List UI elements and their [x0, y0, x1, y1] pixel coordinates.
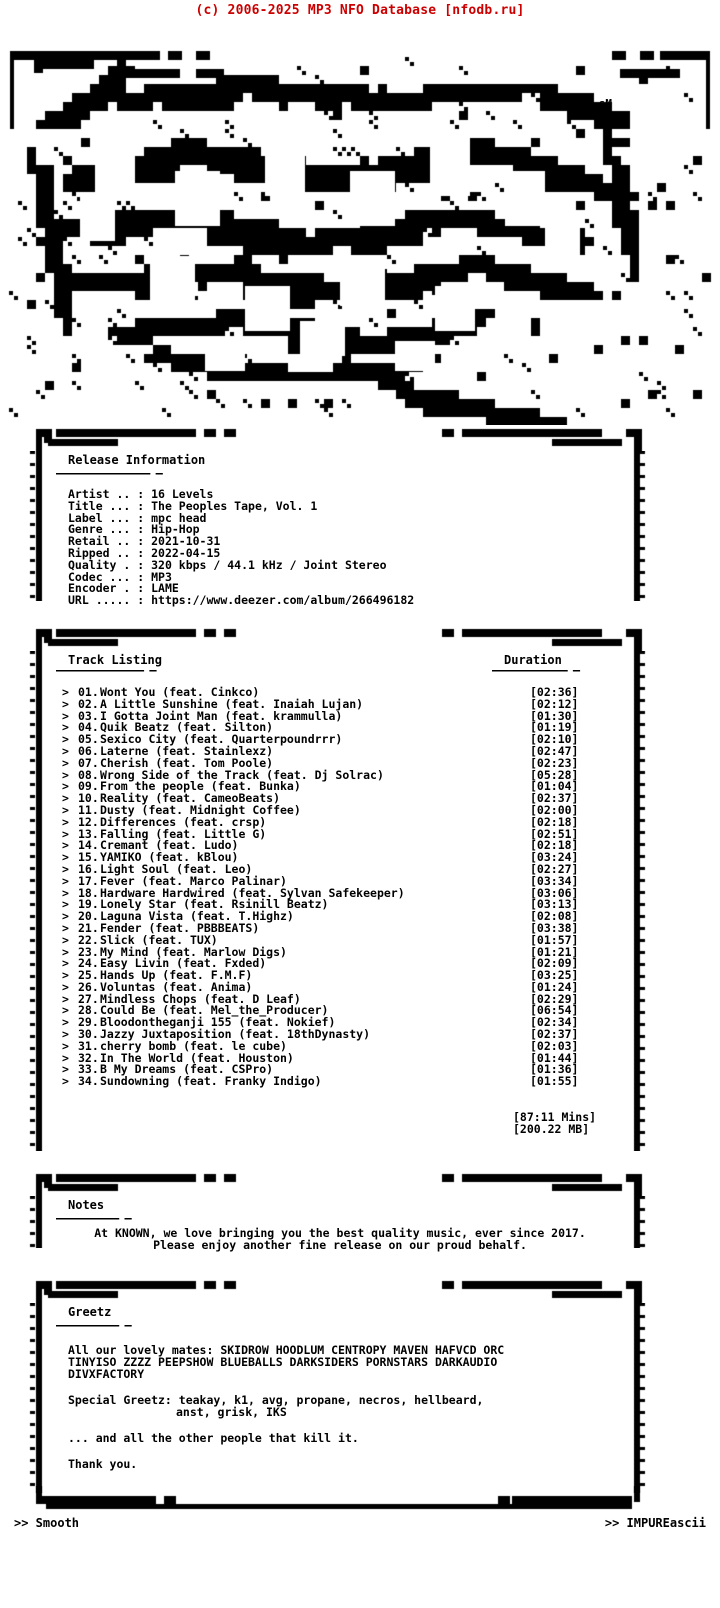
- track-marker: >: [62, 684, 69, 699]
- track-number: 07.: [78, 755, 99, 770]
- track-row: [56, 1076, 662, 1088]
- track-marker: >: [62, 920, 69, 935]
- release-field-value: 2021-10-31: [151, 534, 221, 549]
- track-marker: >: [62, 968, 69, 983]
- track-title: Fever (feat. Marco Palinar): [100, 873, 287, 888]
- track-title: A Little Sunshine (feat. Inaiah Lujan): [100, 696, 364, 711]
- notes-title: Notes: [68, 1198, 105, 1213]
- track-duration: [03:06]: [530, 885, 579, 900]
- track-title: Cremant (feat. Ludo): [100, 838, 239, 853]
- release-field-value: LAME: [151, 581, 179, 596]
- track-listing-section: [0, 607, 720, 1146]
- track-number: 19.: [78, 897, 99, 912]
- track-number: 06.: [78, 743, 99, 758]
- track-marker: >: [62, 873, 69, 888]
- track-title: Easy Livin (feat. Fxded): [100, 956, 267, 971]
- track-title: Slick (feat. TUX): [100, 932, 218, 947]
- logo-signature: sM: [598, 97, 612, 110]
- greetz-title: Greetz: [68, 1305, 112, 1320]
- release-info-frame: [18, 425, 662, 607]
- track-duration: [02:03]: [530, 1038, 579, 1053]
- track-duration: [01:24]: [530, 979, 579, 994]
- track-duration: [02:37]: [530, 791, 579, 806]
- track-duration: [03:34]: [530, 873, 579, 888]
- track-listing-title: Track Listing: [68, 652, 162, 667]
- track-duration: [01:57]: [530, 932, 579, 947]
- track-duration: [02:27]: [530, 861, 579, 876]
- track-duration: [05:28]: [530, 767, 579, 782]
- track-marker: >: [62, 779, 69, 794]
- track-title: In The World (feat. Houston): [100, 1050, 294, 1065]
- track-marker: >: [62, 732, 69, 747]
- track-list: [56, 684, 662, 1089]
- track-title: My Mind (feat. Marlow Digs): [100, 944, 287, 959]
- logo-canvas: [0, 21, 720, 425]
- track-listing-frame: [18, 625, 662, 1146]
- release-field-value: 16 Levels: [151, 487, 214, 501]
- track-number: 25.: [78, 968, 99, 983]
- track-title: Quik Beatz (feat. Silton): [100, 720, 274, 735]
- track-duration: [02:37]: [530, 1027, 579, 1042]
- track-title: Hands Up (feat. F.M.F): [100, 968, 253, 983]
- track-number: 34.: [78, 1074, 99, 1089]
- track-number: 21.: [78, 920, 99, 935]
- notes-rule: —————————— —: [56, 1211, 131, 1226]
- release-field-label: URL ..... :: [68, 593, 152, 608]
- track-number: 27.: [78, 991, 99, 1006]
- track-marker: >: [62, 991, 69, 1006]
- track-duration: [03:38]: [530, 920, 579, 935]
- track-duration: [02:34]: [530, 1015, 579, 1030]
- track-marker: >: [62, 909, 69, 924]
- greetz-mates-line-2: TINYISO ZZZZ PEEPSHOW BLUEBALLS DARKSIDERS PORNSTARS DARKAUDIO: [68, 1355, 498, 1370]
- track-number: 10.: [78, 791, 99, 806]
- track-title: Light Soul (feat. Leo): [100, 861, 253, 876]
- track-marker: >: [62, 885, 69, 900]
- track-title: B My Dreams (feat. CSPro): [100, 1062, 274, 1077]
- track-duration: [03:24]: [530, 850, 579, 865]
- track-marker: >: [62, 802, 69, 817]
- section-frame-top: [18, 625, 662, 651]
- track-marker: >: [62, 720, 69, 735]
- track-title: Sundowning (feat. Franky Indigo): [100, 1074, 322, 1089]
- footer-bar: [0, 1510, 720, 1540]
- track-number: 20.: [78, 909, 99, 924]
- footer-right-credit: >> IMPUREascii: [604, 1516, 706, 1531]
- track-title: Lonely Star (feat. Rsinill Beatz): [100, 897, 329, 912]
- release-field-value: The Peoples Tape, Vol. 1: [151, 498, 318, 513]
- track-marker: >: [62, 1003, 69, 1018]
- track-duration: [03:13]: [530, 897, 579, 912]
- track-number: 24.: [78, 956, 99, 971]
- track-number: 26.: [78, 979, 99, 994]
- track-number: 12.: [78, 814, 99, 829]
- greetz-section: [0, 1251, 720, 1510]
- track-title: Fender (feat. PBBBEATS): [100, 920, 260, 935]
- track-marker: >: [62, 861, 69, 876]
- track-duration: [02:18]: [530, 838, 579, 853]
- track-marker: >: [62, 979, 69, 994]
- section-frame-top: [18, 425, 662, 451]
- track-number: 23.: [78, 944, 99, 959]
- track-duration: [02:12]: [530, 696, 579, 711]
- duration-column-title: Duration: [504, 652, 562, 667]
- track-number: 13.: [78, 826, 99, 841]
- track-number: 02.: [78, 696, 99, 711]
- track-number: 28.: [78, 1003, 99, 1018]
- track-title: Jazzy Juxtaposition (feat. 18thDynasty): [100, 1027, 371, 1042]
- track-number: 15.: [78, 850, 99, 865]
- release-field-label: Retail .. :: [68, 534, 152, 549]
- track-number: 22.: [78, 932, 99, 947]
- track-duration: [02:36]: [530, 684, 579, 699]
- release-information-section: [0, 425, 720, 607]
- release-info-rule: ——————————————— —: [56, 466, 162, 480]
- track-marker: >: [62, 696, 69, 711]
- track-number: 33.: [78, 1062, 99, 1077]
- release-field-label: Title ... :: [68, 498, 152, 513]
- track-title: Laguna Vista (feat. T.Highz): [100, 909, 294, 924]
- track-title: Wont You (feat. Cinkco): [100, 684, 260, 699]
- track-duration: [01:21]: [530, 944, 579, 959]
- track-number: 01.: [78, 684, 99, 699]
- total-time-value: [87:11 Mins]: [513, 1110, 597, 1125]
- track-marker: >: [62, 850, 69, 865]
- greetz-frame: [18, 1277, 662, 1510]
- track-number: 04.: [78, 720, 99, 735]
- release-info-row: [68, 595, 662, 607]
- total-size-value: [200.22 MB]: [513, 1122, 590, 1137]
- track-marker: >: [62, 897, 69, 912]
- track-title: Mindless Chops (feat. D Leaf): [100, 991, 301, 1006]
- release-field-label: Genre ... :: [68, 522, 152, 537]
- track-duration: [02:08]: [530, 909, 579, 924]
- track-marker: >: [62, 708, 69, 723]
- track-marker: >: [62, 1062, 69, 1077]
- track-number: 17.: [78, 873, 99, 888]
- notes-line: At KNOWN, we love bringing you the best quality music, ever since 2017.: [94, 1226, 586, 1241]
- release-field-value[interactable]: https://www.deezer.com/album/266496182: [151, 593, 415, 608]
- track-marker: >: [62, 791, 69, 806]
- notes-frame: [18, 1170, 662, 1251]
- track-marker: >: [62, 838, 69, 853]
- track-marker: >: [62, 1038, 69, 1053]
- track-marker: >: [62, 1015, 69, 1030]
- track-duration: [02:10]: [530, 732, 579, 747]
- release-field-value: mpc head: [151, 510, 207, 525]
- track-marker: >: [62, 814, 69, 829]
- special-greetz-line-2: anst, grisk, IKS: [176, 1405, 287, 1420]
- release-field-value: MP3: [151, 569, 172, 584]
- greetz-closing: ... and all the other people that kill it.: [68, 1431, 359, 1446]
- track-title: Laterne (feat. Stainlexz): [100, 743, 274, 758]
- track-marker: >: [62, 1074, 69, 1089]
- track-number: 11.: [78, 802, 99, 817]
- track-duration: [02:29]: [530, 991, 579, 1006]
- release-field-label: Artist .. :: [68, 487, 152, 501]
- release-field-label: Codec ... :: [68, 569, 152, 584]
- track-duration: [06:54]: [530, 1003, 579, 1018]
- track-title: Sexico City (feat. Quarterpoundrrr): [100, 732, 343, 747]
- footer-left-credit: >> Smooth: [14, 1516, 80, 1531]
- track-listing-rule: —————————————— —: [56, 662, 156, 677]
- track-number: 08.: [78, 767, 99, 782]
- track-duration: [02:23]: [530, 755, 579, 770]
- notes-line: Please enjoy another fine release on our proud behalf.: [153, 1238, 527, 1253]
- track-duration: [01:44]: [530, 1050, 579, 1065]
- track-number: 05.: [78, 732, 99, 747]
- track-number: 09.: [78, 779, 99, 794]
- release-field-label: Ripped .. :: [68, 545, 152, 560]
- release-field-label: Encoder . :: [68, 581, 152, 596]
- special-greetz-line-1: Special Greetz: teakay, k1, avg, propane, necros, hellbeard,: [68, 1393, 484, 1408]
- track-marker: >: [62, 956, 69, 971]
- track-title: Bloodontheganji 155 (feat. Nokief): [100, 1015, 336, 1030]
- track-duration: [01:36]: [530, 1062, 579, 1077]
- track-title: YAMIKO (feat. kBlou): [100, 850, 239, 865]
- track-duration: [02:09]: [530, 956, 579, 971]
- track-number: 31.: [78, 1038, 99, 1053]
- duration-rule: ———————————— —: [492, 662, 580, 677]
- greetz-mates-line-1: All our lovely mates: SKIDROW HOODLUM CENTROPY MAVEN HAFVCD ORC: [68, 1343, 505, 1358]
- track-marker: >: [62, 944, 69, 959]
- track-number: 32.: [78, 1050, 99, 1065]
- notes-section: [0, 1146, 720, 1251]
- track-title: Reality (feat. CameoBeats): [100, 791, 281, 806]
- nfodb-copyright-header: (c) 2006-2025 MP3 NFO Database [nfodb.ru]: [195, 3, 525, 18]
- track-title: Wrong Side of the Track (feat. Dj Solrac): [100, 767, 384, 782]
- track-title: Voluntas (feat. Anima): [100, 979, 253, 994]
- track-duration: [01:19]: [530, 720, 579, 735]
- track-duration: [02:18]: [530, 814, 579, 829]
- track-duration: [02:00]: [530, 802, 579, 817]
- release-field-label: Label ... :: [68, 510, 152, 525]
- track-title: cherry bomb (feat. le cube): [100, 1038, 287, 1053]
- release-info-title: Release Information: [68, 453, 206, 467]
- track-marker: >: [62, 743, 69, 758]
- track-duration: [01:30]: [530, 708, 579, 723]
- track-marker: >: [62, 1027, 69, 1042]
- greetz-mates-line-3: DIVXFACTORY: [68, 1367, 145, 1382]
- nfo-footer: [0, 1510, 720, 1540]
- track-duration: [01:04]: [530, 779, 579, 794]
- track-title: Dusty (feat. Midnight Coffee): [100, 802, 301, 817]
- track-title: Falling (feat. Little G): [100, 826, 267, 841]
- release-field-value: 2022-04-15: [151, 545, 221, 560]
- track-number: 03.: [78, 708, 99, 723]
- track-number: 30.: [78, 1027, 99, 1042]
- track-marker: >: [62, 932, 69, 947]
- track-marker: >: [62, 826, 69, 841]
- track-title: Could Be (feat. Mel_the_Producer): [100, 1003, 329, 1018]
- track-number: 29.: [78, 1015, 99, 1030]
- total-size: [56, 1124, 662, 1136]
- track-marker: >: [62, 755, 69, 770]
- track-number: 14.: [78, 838, 99, 853]
- release-field-value: 320 kbps / 44.1 kHz / Joint Stereo: [151, 557, 387, 572]
- track-duration: [02:47]: [530, 743, 579, 758]
- section-frame-top: [18, 1277, 662, 1303]
- notes-lines: [18, 1223, 662, 1251]
- greetz-thanks: Thank you.: [68, 1457, 138, 1472]
- release-info-fields: [56, 489, 662, 607]
- track-title: I Gotta Joint Man (feat. krammulla): [100, 708, 343, 723]
- track-title: Differences (feat. crsp): [100, 814, 267, 829]
- release-field-label: Quality . :: [68, 557, 152, 572]
- track-number: 16.: [78, 861, 99, 876]
- track-title: From the people (feat. Bunka): [100, 779, 301, 794]
- track-title: Hardware Hardwired (feat. Sylvan Safekeeper): [100, 885, 405, 900]
- track-duration: [01:55]: [530, 1074, 579, 1089]
- track-marker: >: [62, 1050, 69, 1065]
- track-duration: [02:51]: [530, 826, 579, 841]
- release-field-value: Hip-Hop: [151, 522, 200, 537]
- section-frame-top: [18, 1170, 662, 1196]
- greetz-rule: —————————— —: [56, 1318, 131, 1333]
- track-number: 18.: [78, 885, 99, 900]
- ascii-logo-art: [0, 21, 720, 425]
- track-duration: [03:25]: [530, 968, 579, 983]
- track-marker: >: [62, 767, 69, 782]
- track-title: Cherish (feat. Tom Poole): [100, 755, 274, 770]
